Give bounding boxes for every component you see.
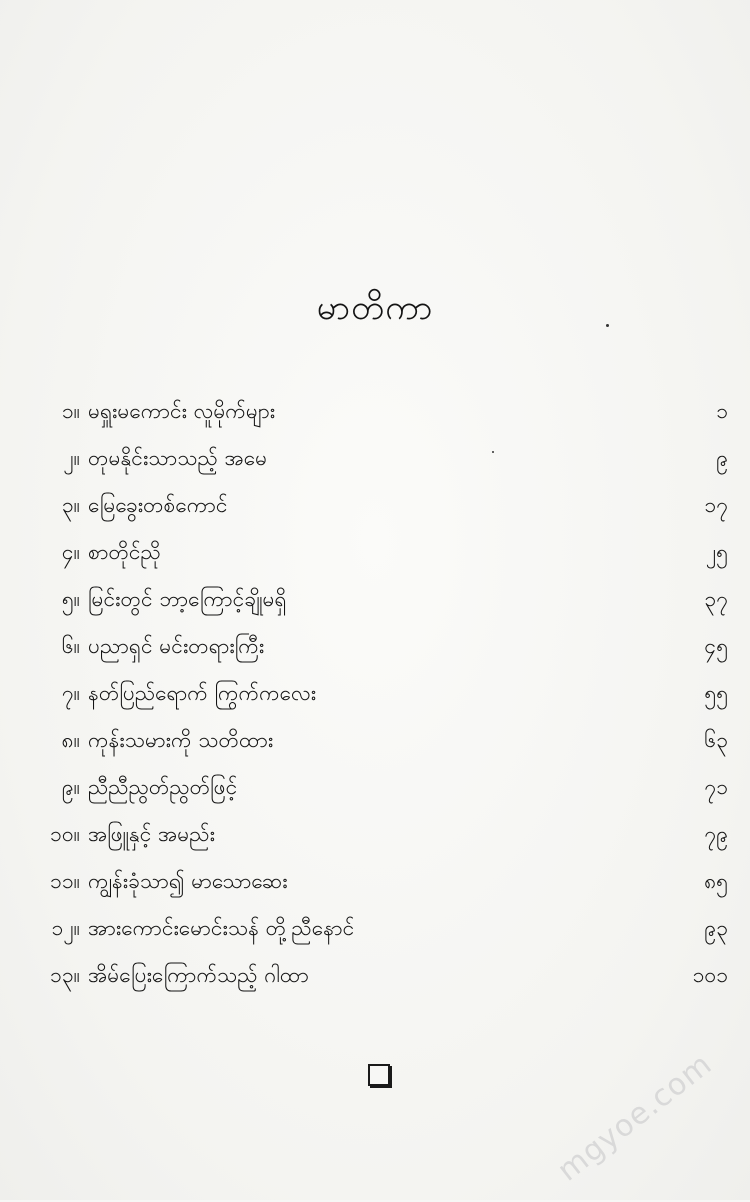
entry-title: ကျွန်းခုံသာ၍ မာသောဆေး [88, 869, 288, 893]
entry-page: ၈၅ [704, 869, 728, 893]
entry-number: ၃။ [61, 493, 80, 517]
entry-number: ၇။ [61, 681, 80, 705]
entry-page: ၇၁ [704, 775, 728, 799]
table-of-contents [0, 388, 750, 999]
entry-number: ၈။ [61, 728, 80, 752]
entry-title: ညီညီညွတ်ညွတ်ဖြင့် [88, 775, 238, 799]
entry-title: ကုန်းသမားကို သတိထား [88, 728, 274, 752]
entry-number: ၁၁။ [50, 869, 80, 893]
entry-title: နတ်ပြည်ရောက် ကြွက်ကလေး [88, 681, 317, 705]
toc-entry [0, 858, 750, 905]
entry-page: ၁၀၁ [692, 963, 728, 987]
entry-number: ၅။ [61, 587, 80, 611]
toc-entry [0, 811, 750, 858]
entry-number: ၂။ [63, 446, 80, 470]
toc-entry [0, 764, 750, 811]
entry-page: ၉ [716, 446, 728, 470]
entry-title: အားကောင်းမောင်းသန် တို့ညီနောင် [88, 916, 355, 940]
entry-title: အဖြူနှင့် အမည်း [88, 822, 215, 846]
entry-page: ၁၇ [704, 493, 728, 517]
entry-title: မရှူးမကောင်း လူမိုက်များ [88, 399, 276, 423]
entry-number: ၆။ [61, 634, 80, 658]
entry-page: ၇၉ [704, 822, 728, 846]
entry-page: ၂၅ [705, 540, 728, 564]
toc-entry [0, 623, 750, 670]
print-speck [606, 324, 609, 327]
entry-page: ၁ [716, 399, 728, 423]
toc-entry [0, 529, 750, 576]
watermark: mgyoe.com [551, 1046, 719, 1189]
entry-number: ၁၃။ [50, 963, 80, 987]
entry-title: ပညာရှင် မင်းတရားကြီး [88, 634, 265, 658]
entry-title: မြင်းတွင် ဘာ့ကြောင့်ချိုမရှိ [88, 587, 287, 611]
toc-entry [0, 576, 750, 623]
toc-entry [0, 482, 750, 529]
entry-title: အိမ်ပြေးကြောက်သည့် ဂါထာ [88, 963, 309, 987]
entry-title: စာတိုင်ညို [88, 540, 161, 564]
entry-title: မြေခွေးတစ်ကောင် [88, 493, 228, 517]
print-speck [492, 451, 494, 453]
entry-page: ၄၅ [704, 634, 728, 658]
entry-number: ၁၀။ [50, 822, 80, 846]
toc-entry [0, 952, 750, 999]
entry-page: ၃၇ [704, 587, 728, 611]
toc-entry [0, 435, 750, 482]
end-of-section-mark [368, 1064, 390, 1086]
toc-entry [0, 388, 750, 435]
entry-number: ၉။ [61, 775, 80, 799]
entry-number: ၁၂။ [51, 916, 80, 940]
entry-number: ၁။ [61, 399, 80, 423]
toc-entry [0, 717, 750, 764]
page-title: မာတိကာ [316, 288, 434, 328]
toc-entry [0, 670, 750, 717]
entry-number: ၄။ [61, 540, 80, 564]
toc-entry [0, 905, 750, 952]
entry-page: ၆၃ [704, 728, 728, 752]
entry-page: ၉၃ [704, 916, 728, 940]
entry-page: ၅၅ [704, 681, 728, 705]
entry-title: တုမနိုင်းသာသည့် အမေ [88, 446, 268, 470]
